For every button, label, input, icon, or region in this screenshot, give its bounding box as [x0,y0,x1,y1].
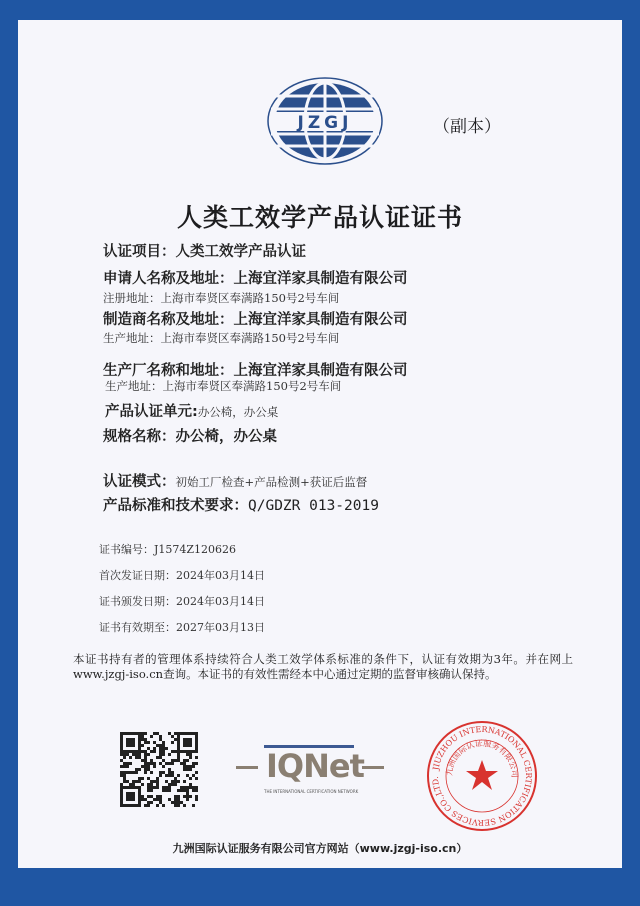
certificate [18,20,622,868]
qr-code [120,732,200,808]
field-item: 认证项目：人类工效学产品认证 [103,244,306,260]
cert-number: 证书编号：J1574Z120626 [99,543,237,556]
svg-text:JIUZHOU INTERNATIONAL CERTIFIC: JIUZHOU INTERNATIONAL CERTIFICATION SERVICES CO.,LTD. [430,724,534,828]
field-reg-address: 注册地址：上海市奉贤区奉满路150号2号车间 [103,291,340,305]
field-factory-address: 生产地址：上海市奉贤区奉满路150号2号车间 [105,379,342,393]
field-manufacturer: 制造商名称及地址：上海宜洋家具制造有限公司 [103,312,408,328]
field-mfr-address: 生产地址：上海市奉贤区奉满路150号2号车间 [103,331,340,345]
star-icon [466,760,498,790]
iqnet-logo: IQNet THE INTERNATIONAL CERTIFICATION NETWORK [236,745,386,805]
field-unit: 产品认证单元:办公椅，办公桌 [105,404,279,420]
field-spec: 规格名称：办公椅，办公桌 [103,429,277,445]
field-mode: 认证模式：初始工厂检查+产品检测+获证后监督 [103,474,368,490]
certificate-title: 人类工效学产品认证证书 [176,203,463,232]
field-applicant: 申请人名称及地址：上海宜洋家具制造有限公司 [103,271,408,287]
validity-statement: 本证书持有者的管理体系持续符合人类工效学体系标准的条件下，认证有效期为3年。并在网上www.jzgj-iso.cn查询。本证书的有效性需经本中心通过定期的监督审核确认保持。 [73,652,573,681]
svg-text:九洲国际认证服务有限公司: 九洲国际认证服务有限公司 [444,738,520,779]
expiry-date: 证书有效期至：2027年03月13日 [99,621,265,634]
svg-text:JZGJ: JZGJ [297,113,353,133]
field-standard: 产品标准和技术要求：Q/GDZR 013-2019 [103,498,379,514]
footer-website: 九洲国际认证服务有限公司官方网站（www.jzgj-iso.cn） [172,842,468,855]
copy-label: （副本） [433,117,501,137]
issue-date: 证书颁发日期：2024年03月14日 [99,595,265,608]
company-seal [426,720,538,832]
first-issue-date: 首次发证日期：2024年03月14日 [99,569,265,582]
field-factory: 生产厂名称和地址：上海宜洋家具制造有限公司 [103,363,408,379]
jzgj-logo [266,76,384,166]
